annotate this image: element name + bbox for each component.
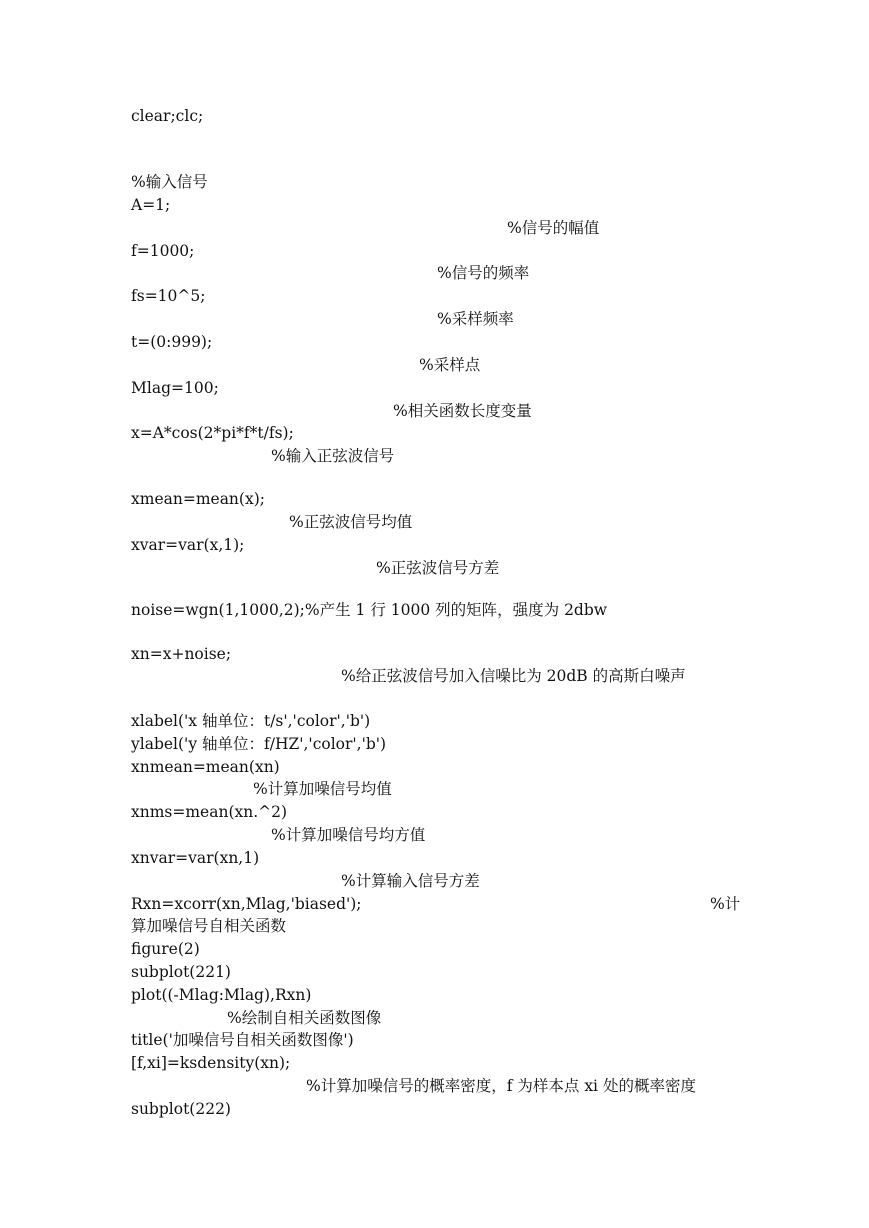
code-line-ksdensity: [f,xi]=ksdensity(xn); — [131, 1054, 291, 1072]
comment-xnvar: %计算输入信号方差 — [341, 872, 480, 890]
comment-rxn-continued: 算加噪信号自相关函数 — [131, 917, 287, 935]
comment-ksdensity: %计算加噪信号的概率密度，f 为样本点 xi 处的概率密度 — [306, 1077, 696, 1095]
code-line-xlabel: xlabel('x 轴单位：t/s','color','b') — [131, 712, 371, 730]
code-line-xmean: xmean=mean(x); — [131, 490, 265, 508]
code-line-xn: xn=x+noise; — [131, 645, 232, 663]
code-line-subplot-222: subplot(222) — [131, 1100, 231, 1118]
code-line-ylabel: ylabel('y 轴单位：f/HZ','color','b') — [131, 735, 387, 753]
comment-xmean: %正弦波信号均值 — [289, 513, 413, 531]
comment-input-signal: %输入信号 — [131, 173, 208, 191]
comment-mlag: %相关函数长度变量 — [393, 402, 532, 420]
code-line-xvar: xvar=var(x,1); — [131, 536, 245, 554]
code-line-mlag: Mlag=100; — [131, 379, 219, 397]
code-line-amplitude: A=1; — [131, 196, 171, 214]
code-line-figure: figure(2) — [131, 940, 200, 958]
comment-sine-input: %输入正弦波信号 — [271, 447, 395, 465]
comment-amplitude: %信号的幅值 — [507, 219, 600, 237]
comment-xnmean: %计算加噪信号均值 — [253, 780, 392, 798]
code-line-clear: clear;clc; — [131, 107, 204, 125]
comment-xn: %给正弦波信号加入信噪比为 20dB 的高斯白噪声 — [341, 667, 686, 685]
code-line-plot: plot((-Mlag:Mlag),Rxn) — [131, 986, 312, 1004]
code-line-sine-input: x=A*cos(2*pi*f*t/fs); — [131, 424, 294, 442]
code-line-xnmean: xnmean=mean(xn) — [131, 758, 280, 776]
code-line-rxn: Rxn=xcorr(xn,Mlag,'biased'); — [131, 895, 362, 913]
code-line-noise: noise=wgn(1,1000,2);%产生 1 行 1000 列的矩阵，强度为 2dbw — [131, 601, 608, 619]
comment-plot: %绘制自相关函数图像 — [227, 1009, 382, 1027]
comment-sample-points: %采样点 — [419, 356, 481, 374]
comment-rxn-start: %计 — [710, 895, 741, 913]
code-line-frequency: f=1000; — [131, 242, 195, 260]
comment-xvar: %正弦波信号方差 — [376, 559, 500, 577]
code-line-sample-rate: fs=10^5; — [131, 287, 206, 305]
comment-sample-rate: %采样频率 — [437, 310, 514, 328]
comment-frequency: %信号的频率 — [437, 264, 530, 282]
code-line-xnvar: xnvar=var(xn,1) — [131, 849, 260, 867]
code-line-title: title('加噪信号自相关函数图像') — [131, 1031, 354, 1049]
code-line-sample-points: t=(0:999); — [131, 333, 213, 351]
code-line-subplot-221: subplot(221) — [131, 963, 231, 981]
comment-xnms: %计算加噪信号均方值 — [271, 826, 426, 844]
code-line-xnms: xnms=mean(xn.^2) — [131, 803, 288, 821]
